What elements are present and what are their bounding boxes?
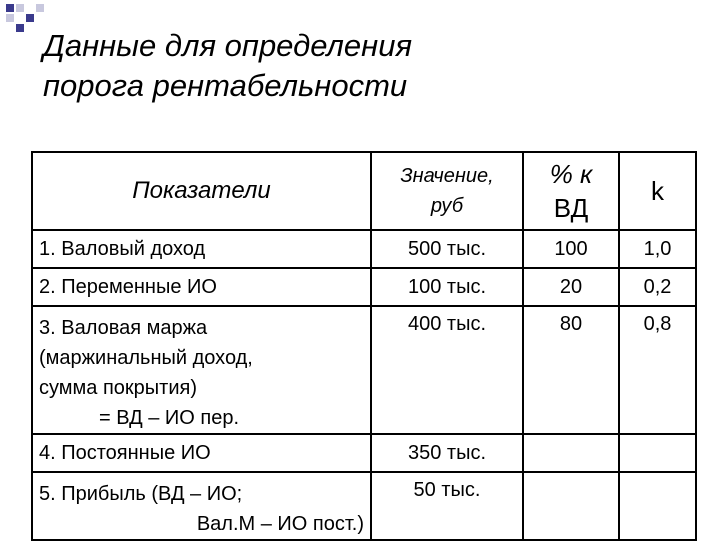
breakeven-data-table — [31, 151, 697, 541]
square-icon — [36, 4, 44, 12]
row-k: 0,2 — [619, 268, 696, 306]
row-k — [619, 472, 696, 540]
square-icon — [6, 4, 14, 12]
row-value: 400 тыс. — [371, 306, 523, 434]
row-k: 0,8 — [619, 306, 696, 434]
row-indicator — [32, 306, 371, 434]
row-k — [619, 434, 696, 472]
row-indicator-line: (маржинальный доход, — [39, 347, 253, 369]
row-indicator-line: 4. Постоянные ИО — [39, 442, 211, 464]
square-icon — [16, 24, 24, 32]
row-indicator-line: 3. Валовая маржа — [39, 317, 208, 339]
table-row — [32, 306, 696, 434]
row-percent: 80 — [523, 306, 619, 434]
header-value — [371, 152, 523, 230]
row-value: 50 тыс. — [371, 472, 523, 540]
row-percent — [523, 472, 619, 540]
row-percent: 100 — [523, 230, 619, 268]
row-indicator — [32, 230, 371, 268]
row-indicator — [32, 434, 371, 472]
header-value-line1: Значение, — [400, 165, 494, 187]
row-indicator-line: = ВД – ИО пер. — [99, 407, 240, 429]
title-line-1: Данные для определения — [43, 28, 413, 63]
row-k: 1,0 — [619, 230, 696, 268]
header-percent — [523, 152, 619, 230]
row-indicator — [32, 472, 371, 540]
title-line-2: порога рентабельности — [43, 68, 408, 103]
row-indicator-line: сумма покрытия) — [39, 377, 197, 399]
row-value: 500 тыс. — [371, 230, 523, 268]
row-indicator — [32, 268, 371, 306]
row-percent — [523, 434, 619, 472]
header-percent-line2: ВД — [553, 193, 589, 223]
header-k: k — [619, 152, 696, 230]
square-icon — [16, 4, 24, 12]
row-value: 350 тыс. — [371, 434, 523, 472]
table-header-row — [32, 152, 696, 230]
header-value-line2: руб — [430, 195, 464, 217]
page-title — [43, 26, 412, 106]
row-value: 100 тыс. — [371, 268, 523, 306]
square-icon — [26, 14, 34, 22]
header-percent-line1: % к — [549, 159, 593, 189]
table-row — [32, 434, 696, 472]
row-indicator-line: Вал.М – ИО пост.) — [196, 513, 364, 535]
header-indicators: Показатели — [32, 152, 371, 230]
table-row — [32, 472, 696, 540]
row-indicator-line: 5. Прибыль (ВД – ИО; — [39, 483, 243, 505]
square-icon — [6, 14, 14, 22]
table-row — [32, 230, 696, 268]
row-indicator-line: 2. Переменные ИО — [39, 276, 217, 298]
row-percent: 20 — [523, 268, 619, 306]
table-row — [32, 268, 696, 306]
row-indicator-line: 1. Валовый доход — [39, 238, 206, 260]
